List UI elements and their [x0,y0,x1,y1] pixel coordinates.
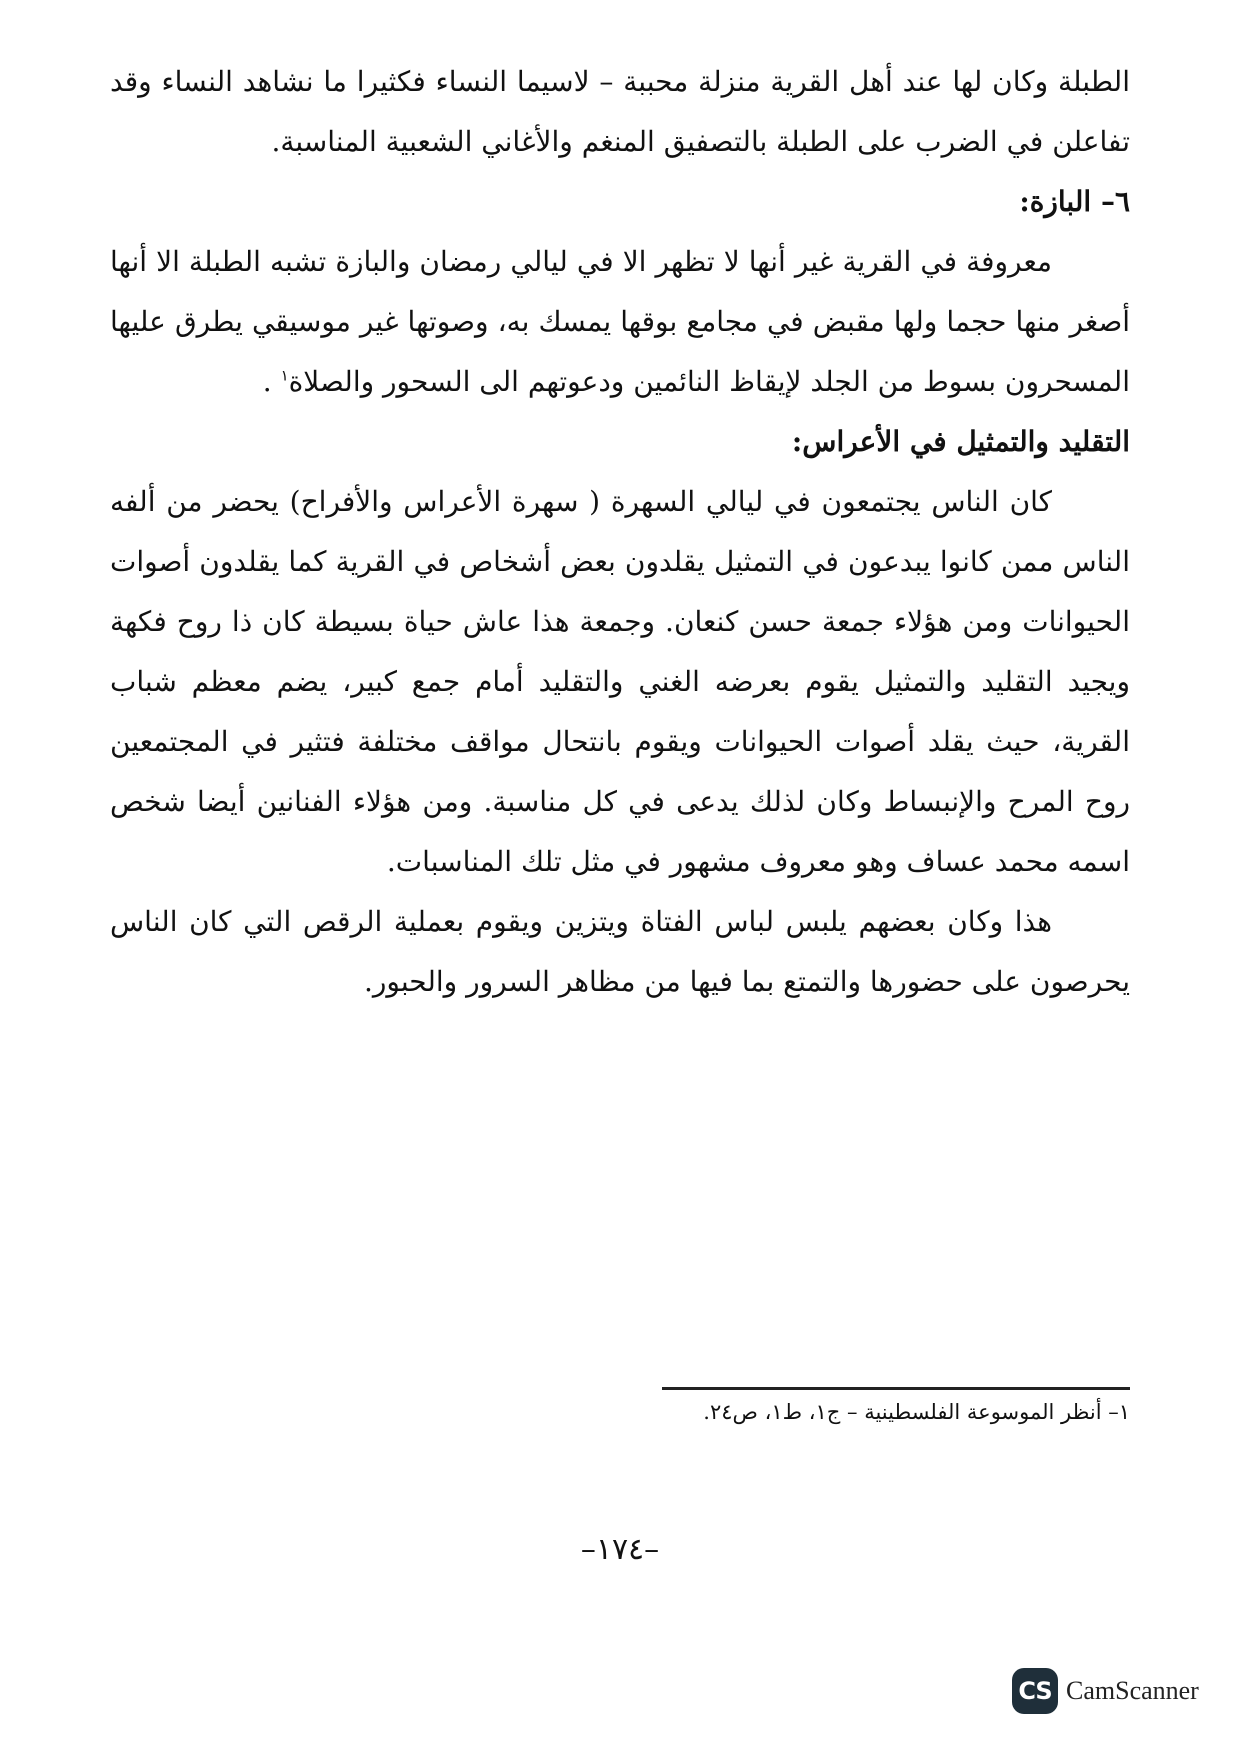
camscanner-name: CamScanner [1066,1676,1199,1705]
footnote: ١– أنظر الموسوعة الفلسطينية – ج١، ط١، ص٢٤. [703,1400,1130,1424]
paragraph-dance: هذا وكان بعضهم يلبس لباس الفتاة ويتزين ويقوم بعملية الرقص التي كان الناس يحرصون على حضورها والتمتع بما فيها من مظاهر السرور والحبور. [110,905,1130,998]
heading-imitation-weddings: التقليد والتمثيل في الأعراس: [791,425,1130,458]
paragraph-imitation: كان الناس يجتمعون في ليالي السهرة ( سهرة الأعراس والأفراح) يحضر من ألفه الناس ممن كانوا يبدعون في التمثيل يقلدون بعض أشخاص في القرية كما يقلدون أصوات الحيوانات ومن هؤلاء جمعة حسن كنعان. وجمعة هذا عاش حياة بسيطة كان ذا روح فكهة ويجيد التقليد والتمثيل يقوم بعرضه الغني والتقليد أمام جمع كبير، يضم معظم شباب القرية، حيث يقلد أصوات الحيوانات ويقوم بانتحال مواقف مختلفة فتثير في المجتمعين روح المرح والإنبساط وكان لذلك يدعى في كل مناسبة. ومن هؤلاء الفنانين أيضا شخص اسمه محمد عساف وهو معروف مشهور في مثل تلك المناسبات. [110,485,1130,878]
camscanner-watermark [1012,1664,1199,1718]
footnote-separator [662,1387,1130,1390]
camscanner-logo-icon: CS [1012,1668,1058,1714]
paragraph-baza-end: . [262,365,281,398]
footnote-reference: ١ [280,366,289,385]
heading-baza: ٦– البازة: [1019,185,1130,218]
paragraph-tabla-end: الطبلة وكان لها عند أهل القرية منزلة محببة – لاسيما النساء فكثيرا ما نشاهد النساء وقد تفاعلن في الضرب على الطبلة بالتصفيق المنغم والأغاني الشعبية المناسبة. [110,65,1130,158]
body-text [110,52,1130,1012]
paragraph-baza-text: معروفة في القرية غير أنها لا تظهر الا في ليالي رمضان والبازة تشبه الطبلة الا أنها أصغر منها حجما ولها مقبض في مجامع بوقها يمسك به، وصوتها غير موسيقي يطرق عليها المسحرون بسوط من الجلد لإيقاظ النائمين ودعوتهم الى السحور والصلاة [110,245,1130,398]
paragraph-baza [110,232,1130,412]
page-number: –١٧٤– [580,1532,660,1567]
